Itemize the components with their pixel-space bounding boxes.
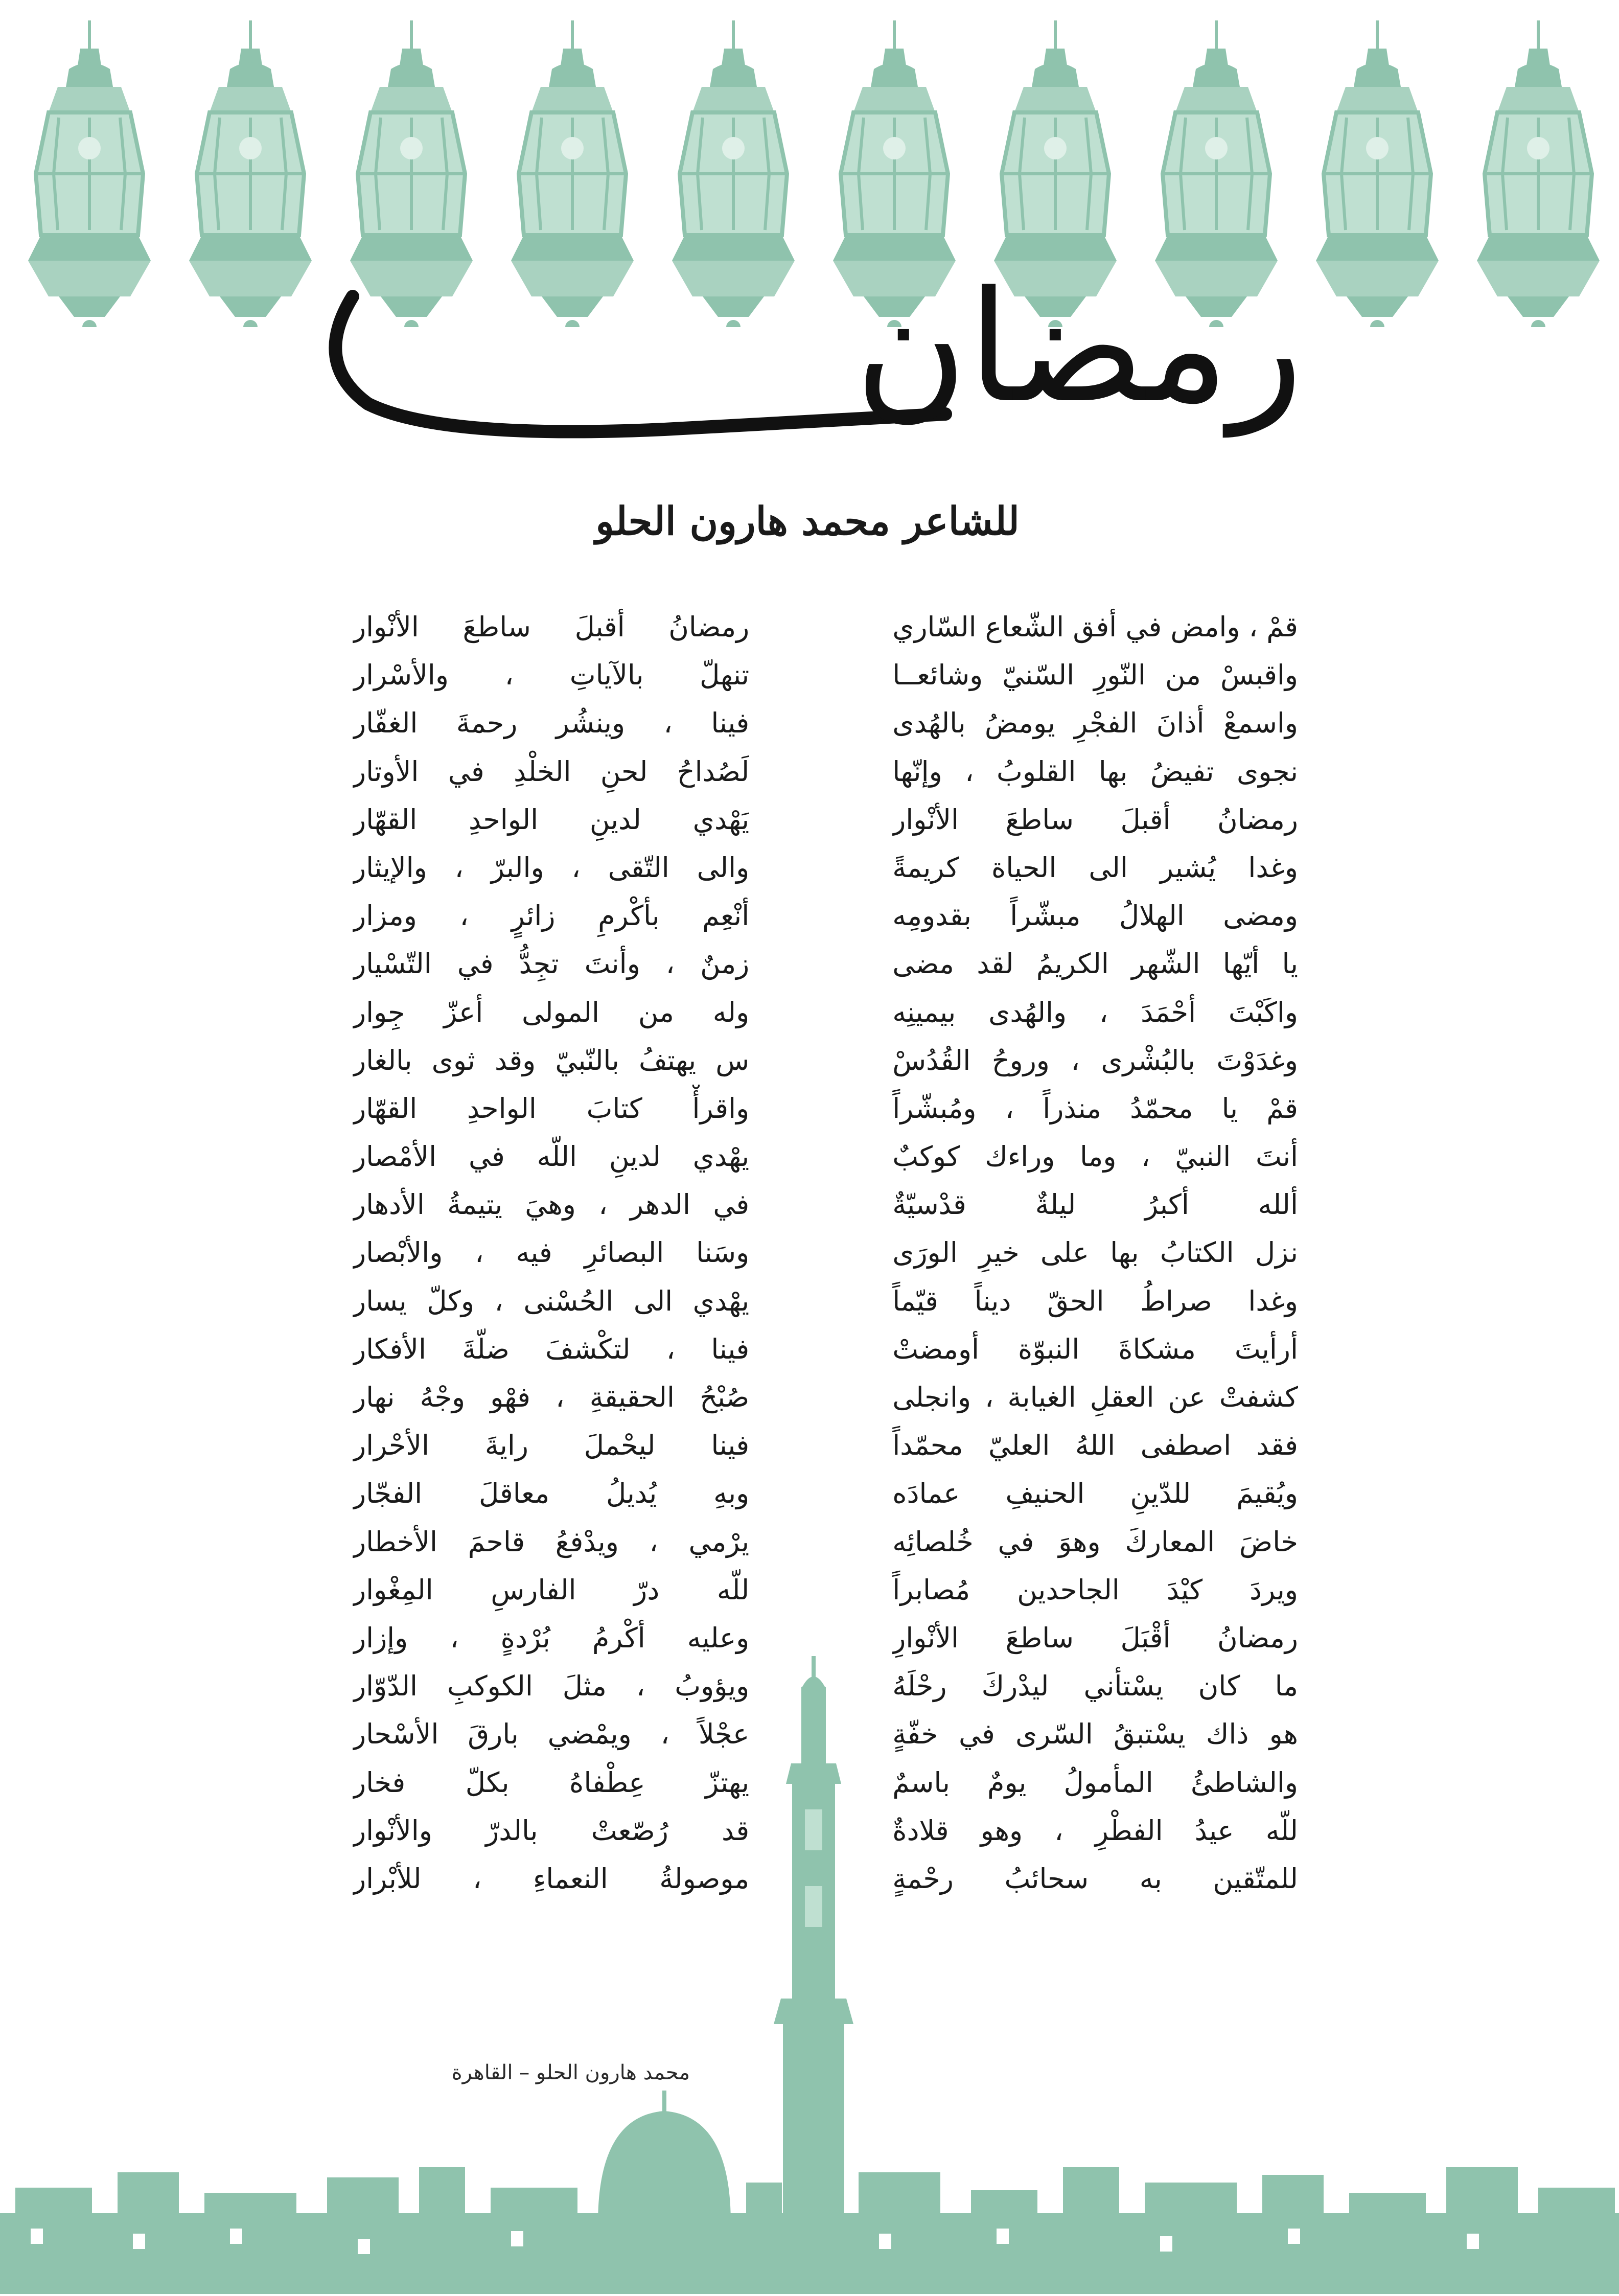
poem-line: ألله أكبرُ ليلةٌ قدْسيّةٌ [892, 1188, 1298, 1221]
poem-line: قمْ ، وامض في أفق الشّعاع السّاري [892, 611, 1298, 643]
poem-line: رمضانُ أقبلَ ساطعَ الأنْوار [892, 803, 1298, 836]
poem-line: فينا ، وينشُر رحمةَ الغفّار [353, 707, 750, 740]
poem-line: قمْ يا محمّدُ منذراً ، ومُبشّراً [892, 1092, 1298, 1124]
poem-line: وغدا صراطُ الحقّ ديناً قيّماً [892, 1284, 1298, 1317]
poem-line: تنهلّ بالآياتِ ، والأسْرار [353, 659, 750, 692]
poem-line: فينا ليحْملَ رايةَ الأحْرار [353, 1429, 750, 1462]
poem-line: والى التّقى ، والبرّ ، والإيثار [353, 851, 750, 884]
poem-line: يَهْدي لدينِ الواحدِ القهّار [353, 803, 750, 836]
poem-line: واقرأْ كتابَ الواحدِ القهّار [353, 1092, 750, 1124]
title-calligraphy [307, 258, 1324, 445]
poem-line: أرأيتَ مشكاةَ النبوّة أومضتْ [892, 1333, 1298, 1365]
poet-byline: للشاعر محمد هارون الحلو [595, 498, 1020, 544]
poem-line: س يهتفُ بالنّبيّ وقد ثوى بالغار [353, 1044, 750, 1076]
poem-line: ويؤوبُ ، مثلَ الكوكبِ الدّوّار [353, 1670, 750, 1703]
poem-line: أنْعِم بأكْرمِ زائرٍ ، ومزار [353, 900, 750, 932]
poem-line: وغدا يُشير الى الحياة كريمةً [892, 851, 1298, 884]
poem-line: ويردَ كيْدَ الجاحدين مُصابراً [892, 1573, 1298, 1606]
poem-line: عجْلاً ، ويمْضي بارقَ الأسْحار [353, 1718, 750, 1751]
poem-line: فقد اصطفى اللهُ العليّ محمّداً [892, 1429, 1298, 1462]
poem-line: خاضَ المعاركَ وهوَ في خُلصائِه [892, 1525, 1298, 1558]
poem-signature: محمد هارون الحلو – القاهرة [451, 2061, 690, 2084]
poem-line: قد رُصّعتْ بالدرّ والأنْوار [353, 1814, 750, 1847]
poem-line: أنتَ النبيّ ، وما وراءك كوكبٌ [892, 1140, 1298, 1173]
poem-line: واكَبْتَ أحْمَدَ ، والهُدى بيمينِه [892, 996, 1298, 1028]
poem-line: ويُقيمَ للدّينِ الحنيفِ عمادَه [892, 1477, 1298, 1510]
poem-line: نزل الكتابُ بها على خيرِ الورَى [892, 1236, 1298, 1269]
poem-line: لَصُداحُ لحنِ الخلْدِ في الأوتار [353, 755, 750, 788]
poem-line: زمنٌ ، وأنتَ تجِدُّ في التّسْيار [353, 948, 750, 980]
poem-line: يهتزّ عِطْفاهُ بكلّ فخار [353, 1766, 750, 1799]
poem-line: نجوى تفيضُ بها القلوبُ ، وإنّها [892, 755, 1298, 788]
poem-line: يرْمي ، ويدْفعُ قاحمَ الأخطار [353, 1525, 750, 1558]
poem-line: وعليه أكْرمُ بُرْدةٍ ، وإزار [353, 1621, 750, 1654]
poem-line: صُبْحُ الحقيقةِ ، فهْو وجْهُ نهار [353, 1381, 750, 1413]
poem-line: وغدَوْتَ بالبُشْرى ، وروحُ القُدُسْ [892, 1044, 1298, 1076]
poem-line: للّه درّ الفارسِ المِغْوار [353, 1573, 750, 1606]
poem-line: ومضى الهلالُ مبشّراً بقدومِه [892, 900, 1298, 932]
page-title: رمضان [854, 258, 1303, 437]
poem-line: للمتّقين به سحائبُ رحْمةٍ [892, 1862, 1298, 1895]
poem-line: للّه عيدُ الفطْرِ ، وهو قلادةٌ [892, 1814, 1298, 1847]
poem-line: فينا ، لتكْشفَ ضلّةَ الأفكار [353, 1333, 750, 1365]
poem-line: وسَنا البصائرِ فيه ، والأبْصار [353, 1236, 750, 1269]
minaret-skyline-icon [0, 1656, 1619, 2294]
poem-line: يهْدي لدينِ اللّه في الأمْصار [353, 1140, 750, 1173]
minaret-skyline-ornament [0, 1656, 1619, 2294]
poem-line: وبهِ يُديلُ معاقلَ الفجّار [353, 1477, 750, 1510]
poem-line: يهْدي الى الحُسْنى ، وكلّ يسار [353, 1284, 750, 1317]
poem-line: ما كان يسْتأني ليدْركَ رحْلَهُ [892, 1670, 1298, 1703]
poem-line: واقبسْ من النّورِ السّنيّ وشائعــا [892, 659, 1298, 692]
poem-line: كشفتْ عن العقلِ الغيابة ، وانجلى [892, 1381, 1298, 1413]
poem-line: يا أيّها الشّهر الكريمُ لقد مضى [892, 948, 1298, 980]
poem-line: والشاطئُ المأمولُ يومٌ باسمٌ [892, 1766, 1298, 1799]
poem-line: رمضانُ أقبلَ ساطعَ الأنْوار [353, 611, 750, 643]
poem-line: في الدهر ، وهيَ يتيمةُ الأدهار [353, 1188, 750, 1221]
poem-line: هو ذاك يسْتبقُ السّرى في خفّةٍ [892, 1718, 1298, 1751]
poem-line: رمضانُ أقْبَلَ ساطعَ الأنْوارِ [892, 1621, 1298, 1654]
poem-line: موصولةُ النعماءِ ، للأبْرار [353, 1862, 750, 1895]
poem-line: واسمعْ أذانَ الفجْرِ يومضُ بالهُدى [892, 707, 1298, 740]
poem-line: وله من المولى أعزّ جِوار [353, 996, 750, 1028]
